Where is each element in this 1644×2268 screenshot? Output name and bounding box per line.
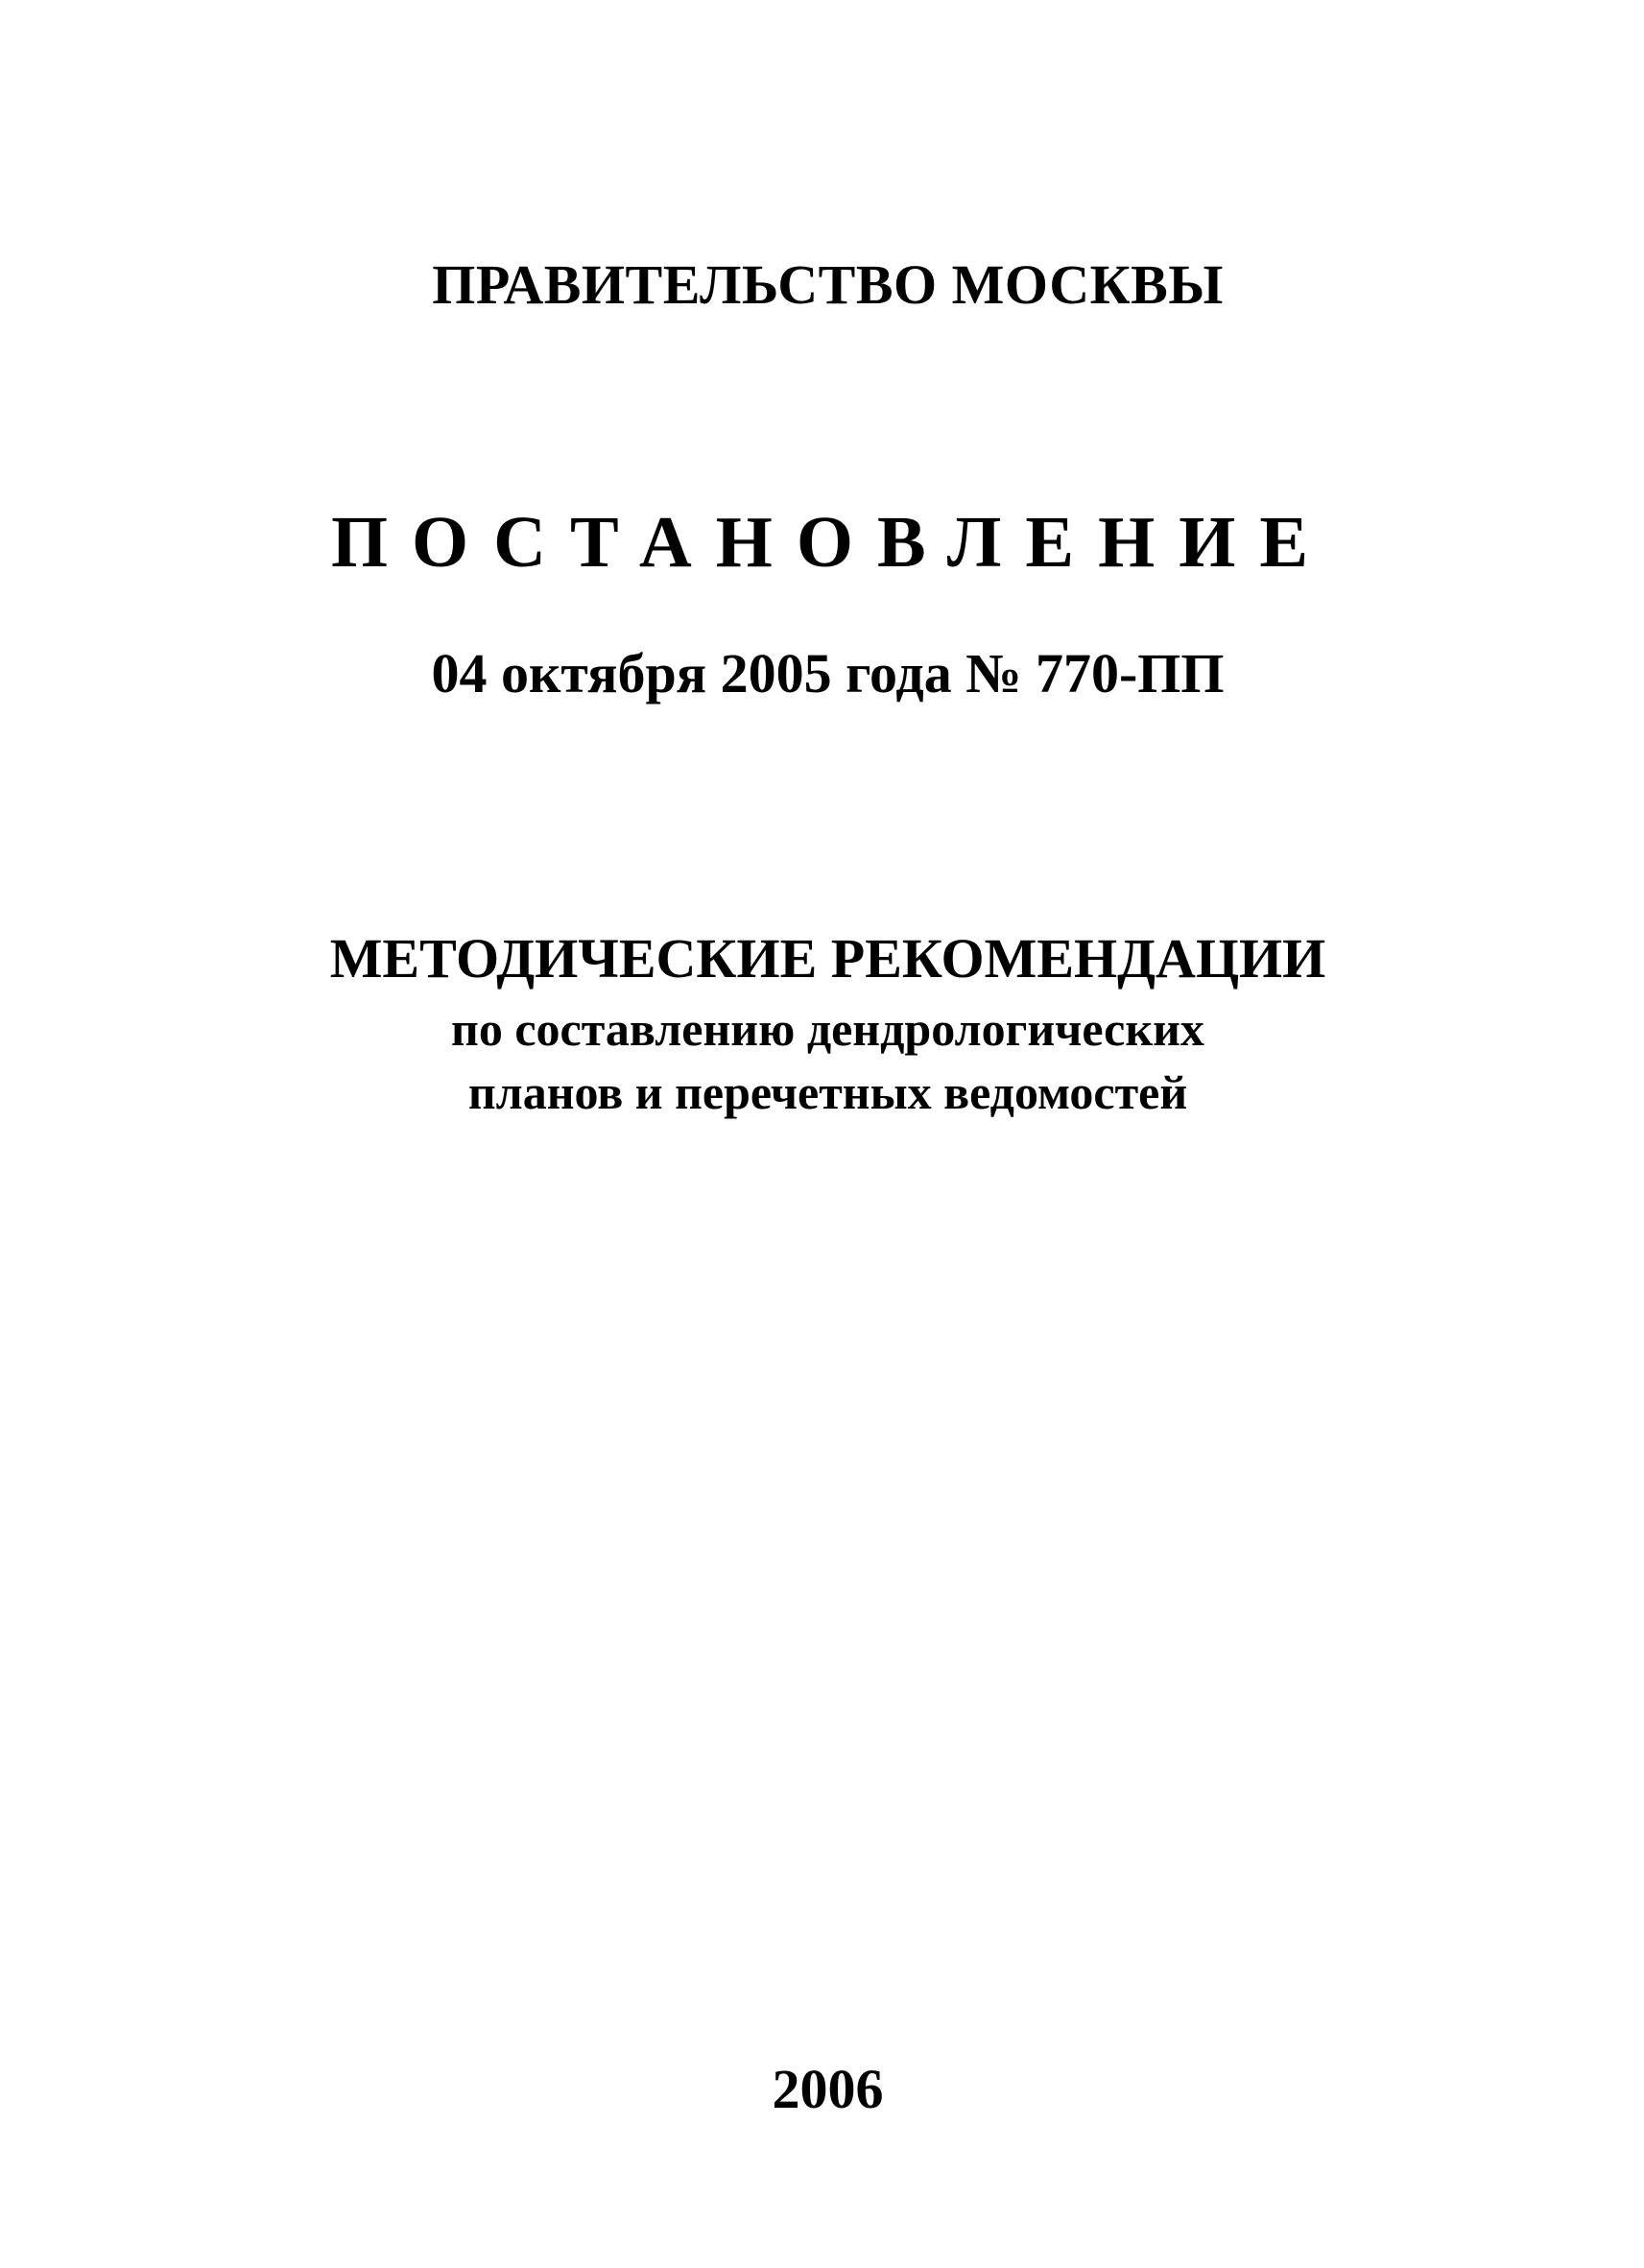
document-date-number: 04 октября 2005 года № 770-ПП [431,642,1225,704]
document-type-heading: ПОСТАНОВЛЕНИЕ [330,502,1333,583]
publication-year: 2006 [772,2058,884,2120]
document-subtitle-line-1: по составлению дендрологических [451,1002,1204,1056]
issuer-heading: ПРАВИТЕЛЬСТВО МОСКВЫ [432,253,1224,316]
document-title: МЕТОДИЧЕСКИЕ РЕКОМЕНДАЦИИ [329,927,1326,990]
document-subtitle-line-2: планов и перечетных ведомостей [467,1065,1188,1119]
